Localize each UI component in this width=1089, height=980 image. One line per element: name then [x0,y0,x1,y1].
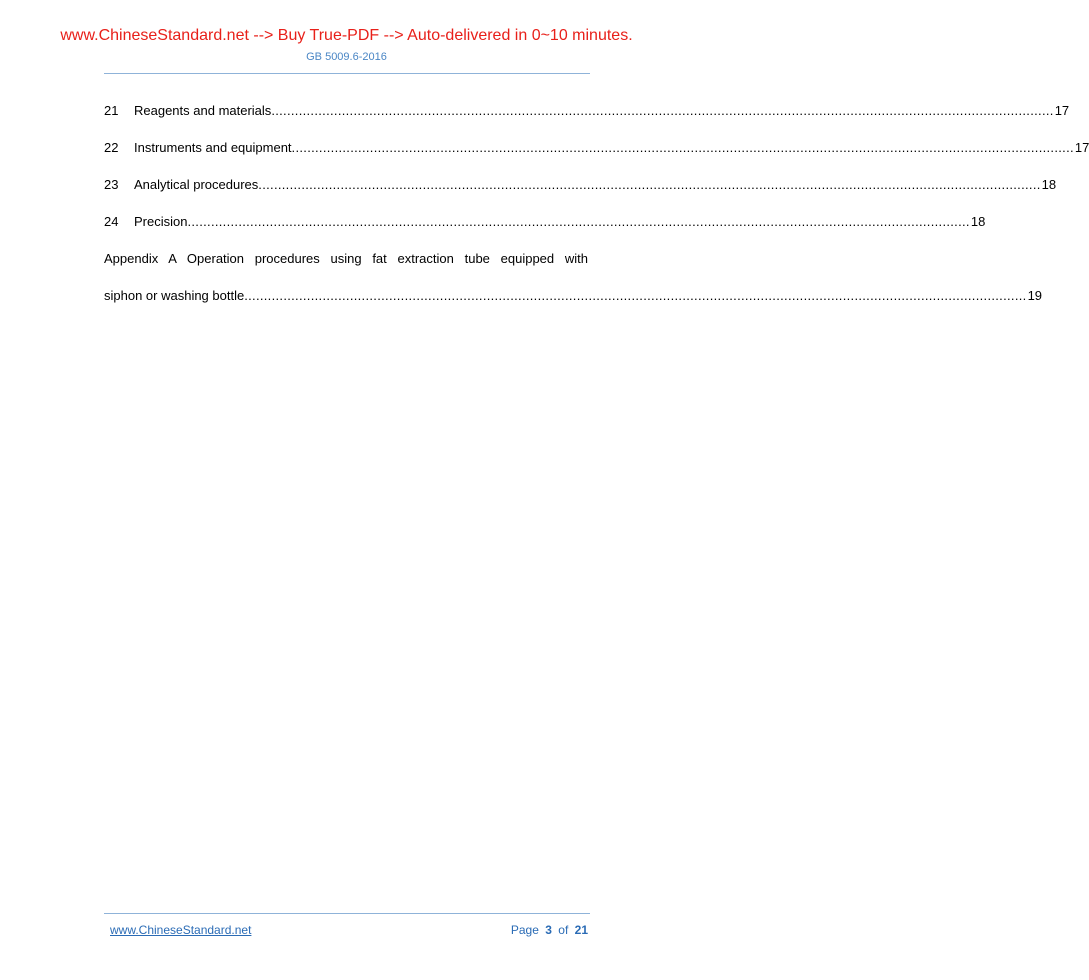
current-page-number: 3 [545,923,552,937]
toc-entry-page: 17 [1074,140,1089,155]
header-banner-link[interactable]: www.ChineseStandard.net --> Buy True-PDF --> Auto-delivered in 0~10 minutes. [60,27,633,44]
total-page-number: 21 [574,923,588,937]
toc-entry-page: 17 [1054,103,1070,118]
footer-website-link[interactable]: www.ChineseStandard.net [110,923,252,937]
toc-entry-title: Analytical procedures [134,177,259,192]
toc-entry-page: 18 [1041,177,1057,192]
toc-entry[interactable] [104,213,986,250]
table-of-contents [104,102,1089,324]
toc-entry-number: 23 [104,177,119,192]
toc-entry-number: 22 [104,140,119,155]
toc-entry-number: 21 [104,103,119,118]
page-label: Page [510,923,539,937]
toc-dot-leader: ........................................................................................................................................................................................................ [271,103,1054,118]
toc-entry[interactable] [104,139,1089,176]
footer-page-indicator [511,923,588,937]
toc-dot-leader: ........................................................................................................................................................................................................ [258,177,1041,192]
toc-entry[interactable] [104,102,1070,139]
toc-dot-leader: ........................................................................................................................................................................................................ [187,214,970,229]
toc-entry-title: Instruments and equipment [134,140,292,155]
toc-appendix-title-line1: Appendix A Operation procedures using fat extraction tube equipped with [104,251,588,266]
toc-appendix-title-line2: siphon or washing bottle [104,288,245,303]
toc-entry-title: Precision [134,214,188,229]
toc-entry-title: Reagents and materials [134,103,272,118]
toc-appendix-entry[interactable] [104,250,1043,324]
toc-dot-leader: ........................................................................................................................................................................................................ [291,140,1074,155]
toc-appendix-page: 19 [1027,288,1043,303]
document-code: GB 5009.6-2016 [306,51,387,63]
page-of-label: of [558,923,569,937]
footer-divider [104,913,590,914]
toc-entry-number: 24 [104,214,119,229]
toc-entry[interactable] [104,176,1057,213]
toc-dot-leader: ........................................................................................................................................................................................................ [244,288,1027,303]
toc-entry-page: 18 [970,214,986,229]
header-divider [104,73,590,74]
toc-appendix-line2-row [104,287,1043,324]
